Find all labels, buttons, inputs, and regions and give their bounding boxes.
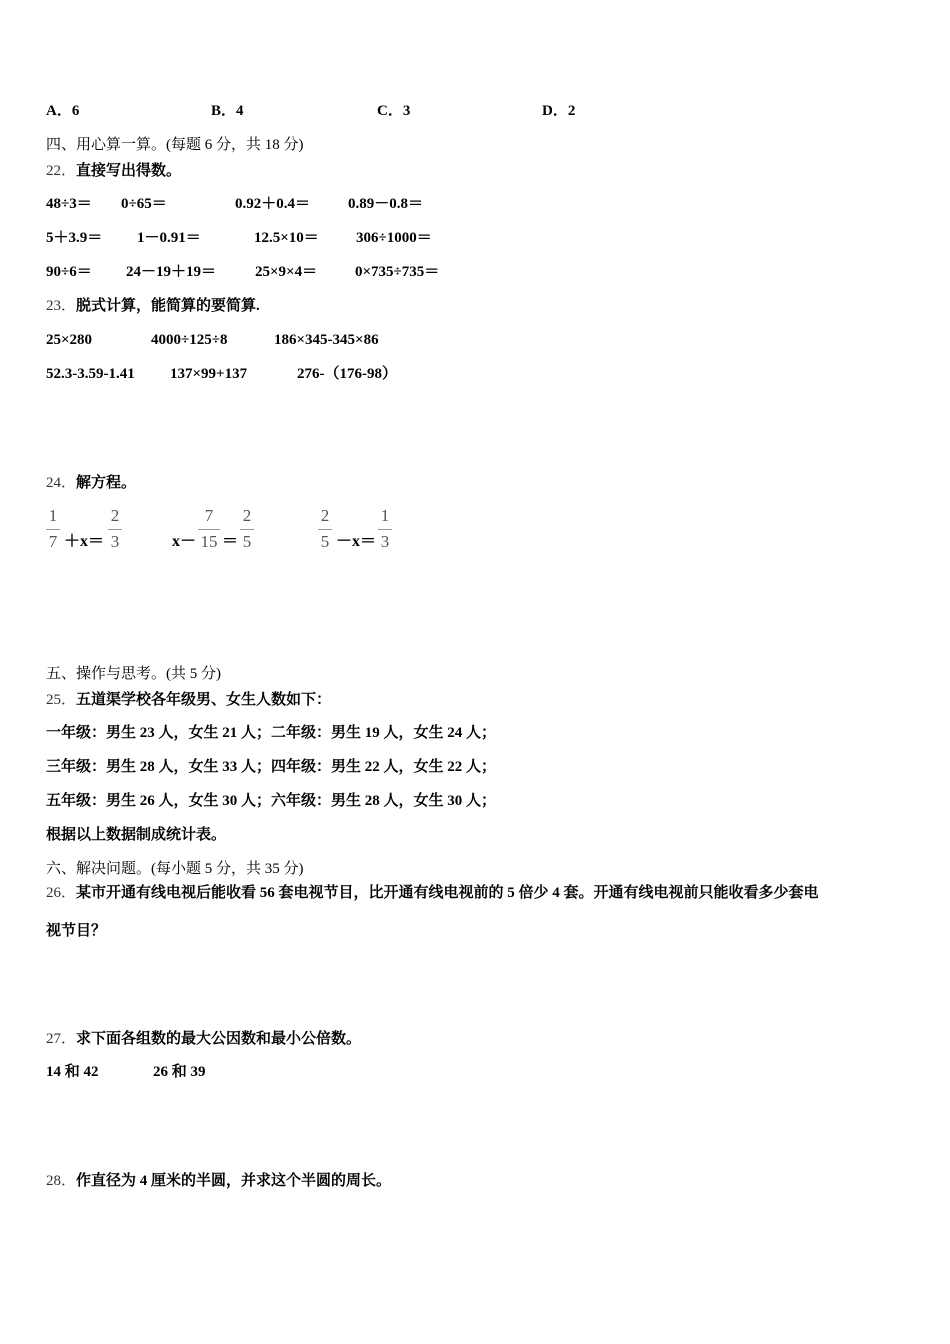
mental-math-item: 90÷6＝ — [46, 264, 92, 280]
question-number: 27． — [46, 1031, 77, 1047]
mental-math-item: 0.92＋0.4＝ — [235, 196, 311, 212]
operator: －x＝ — [336, 533, 377, 550]
calculation-item: 137×99+137 — [170, 366, 248, 382]
choice-c: C．3 — [377, 103, 411, 119]
choice-b: B．4 — [211, 103, 244, 119]
question-27 — [46, 1029, 361, 1049]
calculation-item: 186×345-345×86 — [274, 332, 379, 348]
fraction — [46, 506, 60, 552]
instruction-line: 根据以上数据制成统计表。 — [46, 827, 227, 843]
question-24 — [46, 473, 136, 493]
choice-a: A．6 — [46, 103, 80, 119]
question-text: 作直径为 4 厘米的半圆，并求这个半圆的周长。 — [76, 1173, 392, 1189]
number-pair: 26 和 39 — [153, 1064, 206, 1080]
section-6-heading: 六、解决问题。(每小题 5 分，共 35 分) — [46, 861, 304, 877]
fraction — [240, 506, 254, 552]
question-number: 28． — [46, 1173, 77, 1189]
data-line: 三年级：男生 28 人，女生 33 人；四年级：男生 22 人，女生 22 人； — [46, 759, 497, 775]
calculation-item: 4000÷125÷8 — [151, 332, 228, 348]
question-number: 22． — [46, 163, 77, 179]
question-number: 23． — [46, 298, 77, 314]
data-line: 一年级：男生 23 人，女生 21 人；二年级：男生 19 人，女生 24 人； — [46, 725, 497, 741]
question-text: 解方程。 — [76, 475, 137, 491]
question-25 — [46, 690, 331, 710]
mental-math-item: 12.5×10＝ — [254, 230, 319, 246]
mental-math-item: 5＋3.9＝ — [46, 230, 103, 246]
question-text: 脱式计算，能简算的要简算. — [76, 298, 260, 314]
numerator: 1 — [48, 506, 58, 525]
mental-math-item: 24－19＋19＝ — [126, 264, 217, 280]
mental-math-item: 306÷1000＝ — [356, 230, 432, 246]
operator: x－ — [172, 533, 197, 550]
mental-math-item: 48÷3＝ — [46, 196, 92, 212]
denominator: 7 — [48, 532, 58, 551]
question-28 — [46, 1171, 391, 1191]
calculation-item: 52.3-3.59-1.41 — [46, 366, 135, 382]
mental-math-item: 25×9×4＝ — [255, 264, 318, 280]
denominator: 3 — [110, 532, 120, 551]
mental-math-item: 0×735÷735＝ — [355, 264, 440, 280]
calculation-item: 25×280 — [46, 332, 93, 348]
fraction — [198, 506, 220, 552]
choice-d: D．2 — [542, 103, 576, 119]
question-26-continued: 视节目？ — [46, 923, 107, 939]
question-text: 某市开通有线电视后能收看 56 套电视节目，比开通有线电视前的 5 倍少 4 套。开通有线电视前只能收看多少套电 — [76, 885, 819, 901]
denominator: 5 — [242, 532, 252, 551]
operator: ＝ — [222, 533, 239, 550]
denominator: 3 — [380, 532, 390, 551]
numerator: 7 — [204, 506, 214, 525]
mental-math-item: 0.89－0.8＝ — [348, 196, 424, 212]
question-23 — [46, 296, 260, 316]
question-number: 25． — [46, 692, 77, 708]
numerator: 1 — [380, 506, 390, 525]
question-22 — [46, 161, 181, 181]
section-5-heading: 五、操作与思考。(共 5 分) — [46, 666, 221, 682]
data-line: 五年级：男生 26 人，女生 30 人；六年级：男生 28 人，女生 30 人； — [46, 793, 497, 809]
number-pair: 14 和 42 — [46, 1064, 99, 1080]
denominator: 5 — [320, 532, 330, 551]
numerator: 2 — [242, 506, 252, 525]
section-4-heading: 四、用心算一算。(每题 6 分，共 18 分) — [46, 137, 304, 153]
calculation-item: 276-（176-98） — [297, 366, 397, 382]
operator: ＋x＝ — [64, 533, 105, 550]
denominator: 15 — [200, 532, 218, 551]
mental-math-item: 1－0.91＝ — [137, 230, 201, 246]
mental-math-item: 0÷65＝ — [121, 196, 167, 212]
question-number: 26． — [46, 885, 77, 901]
fraction — [378, 506, 392, 552]
question-text: 五道渠学校各年级男、女生人数如下： — [76, 692, 332, 708]
question-text: 直接写出得数。 — [76, 163, 182, 179]
question-text: 求下面各组数的最大公因数和最小公倍数。 — [76, 1031, 362, 1047]
question-26 — [46, 883, 819, 903]
fraction — [108, 506, 122, 552]
question-number: 24． — [46, 475, 77, 491]
numerator: 2 — [320, 506, 330, 525]
fraction — [318, 506, 332, 552]
numerator: 2 — [110, 506, 120, 525]
